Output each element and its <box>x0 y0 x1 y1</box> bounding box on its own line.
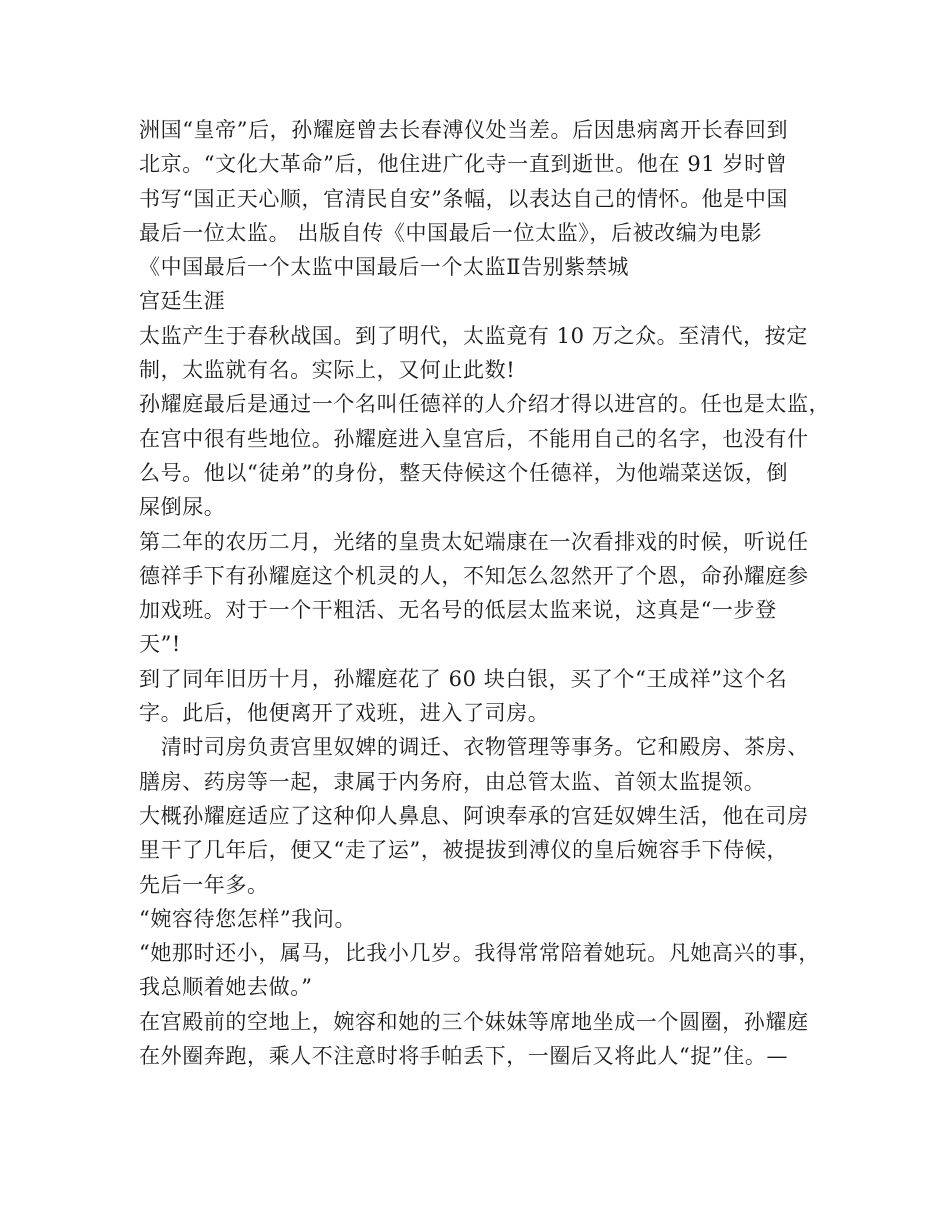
text-line: 大概孙耀庭适应了这种仰人鼻息、阿谀奉承的宫廷奴婢生活，他在司房 <box>139 803 809 828</box>
text-line: 屎倒尿。 <box>139 495 226 520</box>
text-line: 清时司房负责宫里奴婢的调迁、衣物管理等事务。它和殿房、茶房、 <box>139 735 809 760</box>
text-line: 德祥手下有孙耀庭这个机灵的人，不知怎么忽然开了个恩，命孙耀庭参 <box>139 563 809 588</box>
text-line: 北京。“文化大革命”后，他住进广化寺一直到逝世。他在 91 岁时曾 <box>139 152 788 177</box>
text-line: 么号。他以“徒弟”的身份，整天侍候这个任德祥，为他端菜送饭，倒 <box>139 460 789 485</box>
text-line: 在宫殿前的空地上，婉容和她的三个妹妹等席地坐成一个圆圈，孙耀庭 <box>139 1009 809 1034</box>
text-line: 先后一年多。 <box>139 872 269 897</box>
section-heading: 宫廷生涯 <box>139 289 226 314</box>
text-line: “她那时还小，属马，比我小几岁。我得常常陪着她玩。凡她高兴的事， <box>139 941 820 966</box>
text-line: 里干了几年后，便又“走了运”，被提拔到溥仪的皇后婉容手下侍候， <box>139 838 789 863</box>
text-line: 在宫中很有些地位。孙耀庭进入皇宫后，不能用自己的名字，也没有什 <box>139 426 809 451</box>
text-line: 最后一位太监。 出版自传《中国最后一位太监》，后被改编为电影 <box>139 220 763 245</box>
text-line: 太监产生于春秋战国。到了明代，太监竟有 10 万之众。至清代，按定 <box>139 323 808 348</box>
text-line: “婉容待您怎样”我问。 <box>139 906 357 931</box>
text-line: 洲国“皇帝”后，孙耀庭曾去长春溥仪处当差。后因患病离开长春回到 <box>139 118 789 142</box>
text-line: 天”! <box>139 632 181 657</box>
text-line: 在外圈奔跑，乘人不注意时将手帕丢下，一圈后又将此人“捉”住。— <box>139 1044 789 1069</box>
text-line: 我总顺着她去做。” <box>139 975 313 1000</box>
text-line: 《中国最后一个太监中国最后一个太监Ⅱ告别紫禁城 <box>139 255 630 280</box>
text-line: 加戏班。对于一个干粗活、无名号的低层太监来说，这真是“一步登 <box>139 598 777 623</box>
text-line: 到了同年旧历十月，孙耀庭花了 60 块白银，买了个“王成祥”这个名 <box>139 666 788 691</box>
text-line: 制，太监就有名。实际上，又何止此数! <box>139 358 516 383</box>
text-line: 孙耀庭最后是通过一个名叫任德祥的人介绍才得以进宫的。任也是太监， <box>139 392 831 417</box>
text-line: 字。此后，他便离开了戏班，进入了司房。 <box>139 701 550 726</box>
text-line: 第二年的农历二月，光绪的皇贵太妃端康在一次看排戏的时候，听说任 <box>139 529 809 554</box>
text-line: 膳房、药房等一起，隶属于内务府，由总管太监、首领太监提领。 <box>139 769 766 794</box>
document-body <box>139 113 829 1073</box>
text-line: 书写“国正天心顺，官清民自安”条幅，以表达自己的情怀。他是中国 <box>139 186 789 211</box>
